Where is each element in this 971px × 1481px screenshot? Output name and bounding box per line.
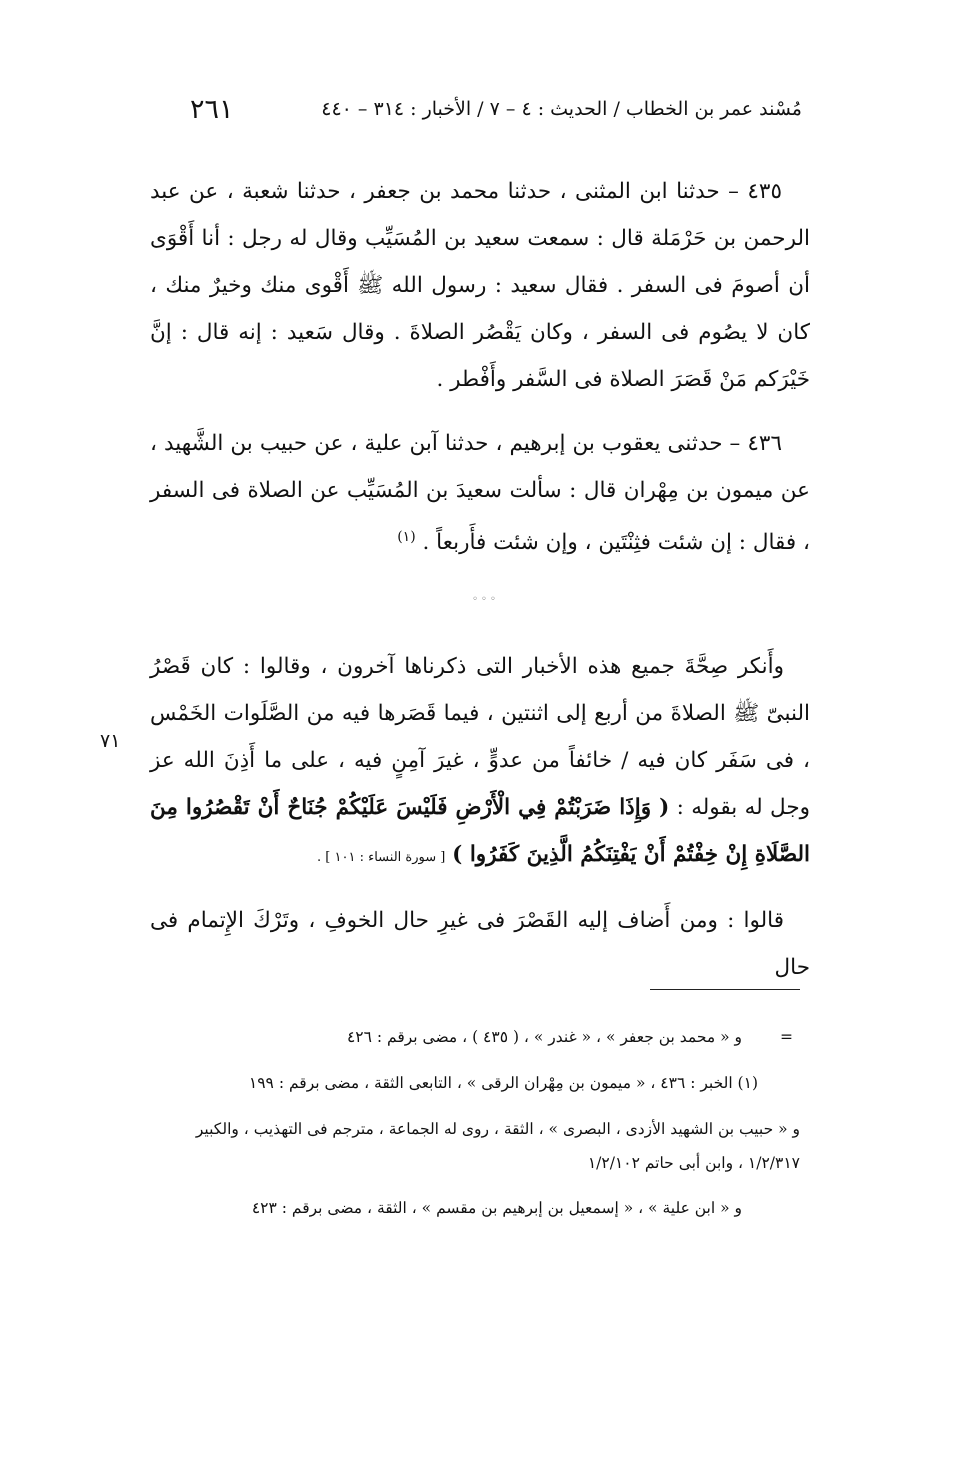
continuation-mark: =	[780, 1028, 793, 1046]
page-number: ٢٦١	[190, 94, 234, 125]
page-header	[190, 92, 802, 132]
quran-verse: ( وَإِذَا ضَرَبْتُمْ فِي الْأَرْضِ فَلَيْسَ عَلَيْكُمْ جُنَاحٌ أَنْ تَقْصُرُوا مِنَ الصَّلَاةِ إِنْ خِفْتُمْ أَنْ يَفْتِنَكُمُ الَّذِينَ كَفَرُوا )	[150, 795, 810, 867]
margin-page-number: ٧١	[100, 730, 121, 752]
footnote-1-line-3: ١/٢/٣١٧ ، وابن أبى حاتم ١/٢/١٠٢	[587, 1154, 800, 1172]
footnote-1: (١) الخبر : ٤٣٦ ، « ميمون بن مِهْران الرقى » ، التابعى الثقة ، مضى برقم : ١٩٩	[248, 1074, 758, 1092]
objection-text: وأَنكر صِحَّةَ جميع هذه الأخبار التى ذكرناها آخرون ، وقالوا : كان قَصْرُ النبىّ ﷺ الصلاةَ من أربع إلى اثنتين ، فيما قَصَرها فيه من الصَّلَوات الخَمْس ، فى سَفَر كان فيه / خائفاً من عدوٍّ ، غيرَ آمِنٍ فيه ، على ما أَذِنَ الله عز وجل له بقوله :	[150, 654, 811, 820]
running-title: مُسْند عمر بن الخطاب / الحديث : ٤ – ٧ / الأخبار : ٣١٤ – ٤٤٠	[321, 98, 802, 120]
footnote-1-line-4: و « ابن علية » ، « إسمعيل بن إبرهيم بن مقسم » ، الثقة ، مضى برقم : ٤٢٣	[251, 1199, 742, 1217]
paragraph-436-text: ٤٣٦ – حدثنى يعقوب بن إبرهيم ، حدثنا آبن علية ، عن حبيب بن الشَّهيد ، عن ميمون بن مِهْران قال : سألت سعيدَ بن المُسَيِّب عن الصلاة فى السفر ، فقال : إن شئت فثِنْتَين ، وإن شئت فأَربعاً .	[150, 431, 810, 556]
paragraph-objection	[150, 643, 810, 881]
footnote-divider	[650, 989, 800, 990]
footnote-continuation-text: و « محمد بن جعفر » ، « غندر » ، ( ٤٣٥ ) ، مضى برقم : ٤٢٦	[346, 1028, 742, 1046]
footnote-1-line-2: و « حبيب بن الشهيد الأزدى ، البصرى » ، الثقة ، روى له الجماعة ، مترجم فى التهذيب ، والكبير	[195, 1120, 800, 1138]
qalu-text: قالوا : ومن أَضاف إليه القَصْرَ فى غيرِ حال الخوفِ ، وتَرْكَ الإِتمام فى حال	[150, 908, 810, 980]
paragraph-435	[150, 168, 810, 403]
paragraph-435-text: ٤٣٥ – حدثنا ابن المثنى ، حدثنا محمد بن جعفر ، حدثنا شعبة ، عن عبد الرحمن بن حَرْمَلة قال : سمعت سعيد بن المُسَيِّب وقال له رجل : أنا أَقْوَى أن أصومَ فى السفر . فقال سعيد : رسول الله ﷺ أَقْوى منك وخيرٌ منك ، كان لا يصُوم فى السفر ، وكان يَقْصُر الصلاةَ . وقال سَعيد : إنه قال : إنَّ خَيْرَكم مَنْ قَصَرَ الصلاة فى السَّفر وأَفْطر .	[150, 179, 810, 392]
surah-reference: [ سورة النساء : ١٠١ ] .	[317, 850, 446, 865]
paragraph-qalu	[150, 897, 810, 991]
section-separator: ◦◦◦	[472, 594, 499, 605]
paragraph-436	[150, 420, 810, 566]
footnote-marker: (١)	[397, 529, 416, 545]
